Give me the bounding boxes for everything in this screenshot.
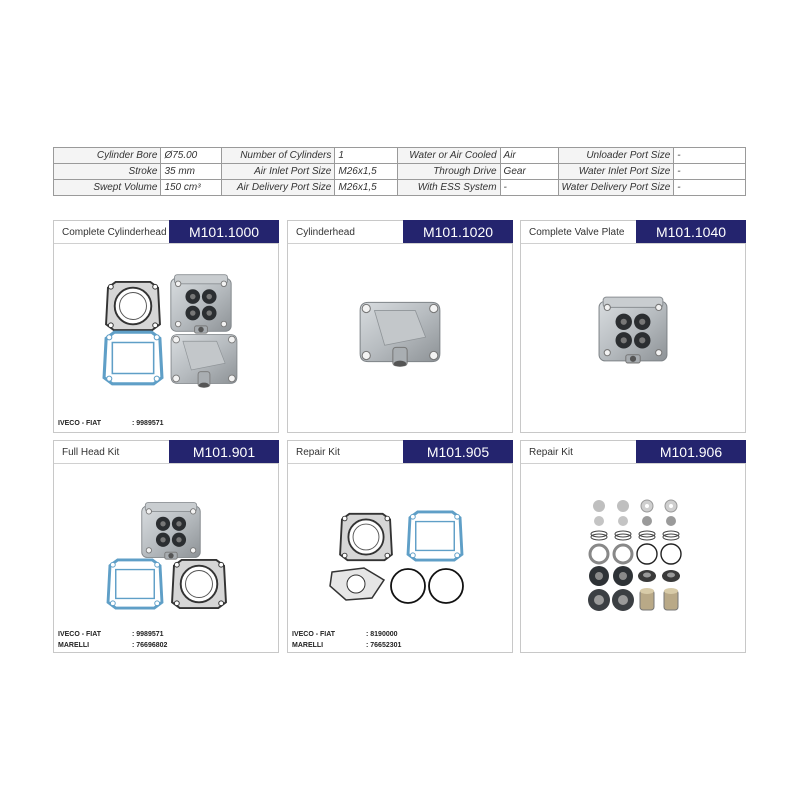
spec-value: Ø75.00 bbox=[161, 148, 222, 164]
product-image-complete-cylinderhead bbox=[54, 244, 278, 410]
spec-value: 1 bbox=[335, 148, 398, 164]
card-header bbox=[521, 221, 745, 244]
spec-value: 150 cm³ bbox=[161, 180, 222, 196]
product-title: Complete Valve Plate bbox=[529, 227, 625, 238]
spec-label: Through Drive bbox=[398, 164, 500, 180]
specification-table bbox=[53, 147, 746, 196]
product-code[interactable]: M101.1020 bbox=[403, 220, 513, 243]
product-card[interactable] bbox=[287, 440, 513, 653]
ref-brand: IVECO - FIAT bbox=[58, 631, 102, 638]
card-header bbox=[54, 221, 278, 244]
gasket-image bbox=[104, 332, 162, 384]
gasket-image bbox=[106, 282, 160, 330]
product-image-cylinderhead bbox=[288, 244, 512, 410]
card-header bbox=[288, 221, 512, 244]
gasket-image bbox=[108, 560, 162, 608]
spec-value: - bbox=[674, 164, 746, 180]
product-image-full-head-kit bbox=[54, 464, 278, 630]
valve-plate-image bbox=[171, 275, 231, 334]
product-card[interactable] bbox=[53, 440, 279, 653]
ref-number: : 9989571 bbox=[132, 631, 164, 638]
o-ring-image bbox=[429, 569, 463, 603]
product-code[interactable]: M101.906 bbox=[636, 440, 746, 463]
product-code[interactable]: M101.901 bbox=[169, 440, 279, 463]
spec-label: Air Inlet Port Size bbox=[222, 164, 335, 180]
spring-image bbox=[591, 531, 679, 540]
spec-label: With ESS System bbox=[398, 180, 500, 196]
spec-label: Water Inlet Port Size bbox=[558, 164, 674, 180]
product-image-repair-kit bbox=[288, 464, 512, 630]
spec-value: Air bbox=[500, 148, 558, 164]
valve-plate-image bbox=[142, 503, 200, 560]
product-card[interactable] bbox=[520, 220, 746, 433]
product-title: Cylinderhead bbox=[296, 227, 355, 238]
spec-label: Number of Cylinders bbox=[222, 148, 335, 164]
spec-label: Swept Volume bbox=[54, 180, 161, 196]
valve-insert-image bbox=[589, 566, 680, 586]
card-header bbox=[54, 441, 278, 464]
product-card[interactable] bbox=[53, 220, 279, 433]
spec-label: Cylinder Bore bbox=[54, 148, 161, 164]
spec-value: - bbox=[500, 180, 558, 196]
product-card[interactable] bbox=[520, 440, 746, 653]
spec-row bbox=[54, 164, 746, 180]
product-title: Complete Cylinderhead bbox=[62, 227, 167, 238]
card-header bbox=[288, 441, 512, 464]
product-code[interactable]: M101.1040 bbox=[636, 220, 746, 243]
spec-label: Water or Air Cooled bbox=[398, 148, 500, 164]
product-image-complete-valve-plate bbox=[521, 244, 745, 410]
spec-value: Gear bbox=[500, 164, 558, 180]
spec-label: Unloader Port Size bbox=[558, 148, 674, 164]
ref-brand: IVECO - FIAT bbox=[292, 631, 336, 638]
product-code[interactable]: M101.1000 bbox=[169, 220, 279, 243]
valve-disc-image bbox=[593, 500, 677, 526]
ref-brand: IVECO - FIAT bbox=[58, 420, 102, 427]
spec-value: - bbox=[674, 180, 746, 196]
ref-brand: MARELLI bbox=[58, 642, 90, 649]
product-title: Repair Kit bbox=[296, 447, 340, 458]
spec-value: M26x1,5 bbox=[335, 180, 398, 196]
product-card[interactable] bbox=[287, 220, 513, 433]
valve-plate-image bbox=[599, 297, 667, 363]
gasket-image bbox=[172, 560, 226, 608]
spec-row bbox=[54, 148, 746, 164]
gasket-image bbox=[408, 512, 462, 560]
gasket-image bbox=[340, 514, 392, 560]
product-title: Full Head Kit bbox=[62, 447, 120, 458]
product-image-repair-kit-parts bbox=[521, 464, 745, 630]
cylinderhead-image bbox=[360, 302, 440, 366]
cylinderhead-image bbox=[171, 335, 237, 388]
spec-label: Water Delivery Port Size bbox=[558, 180, 674, 196]
spec-label: Air Delivery Port Size bbox=[222, 180, 335, 196]
spec-row bbox=[54, 180, 746, 196]
product-code[interactable]: M101.905 bbox=[403, 440, 513, 463]
ref-brand: MARELLI bbox=[292, 642, 324, 649]
seal-ring-image bbox=[590, 544, 681, 564]
ref-number: : 8190000 bbox=[366, 631, 398, 638]
ref-number: : 9989571 bbox=[132, 420, 164, 427]
ref-number: : 76696802 bbox=[132, 642, 168, 649]
spec-value: M26x1,5 bbox=[335, 164, 398, 180]
ref-number: : 76652301 bbox=[366, 642, 402, 649]
spec-value: 35 mm bbox=[161, 164, 222, 180]
piston-image bbox=[588, 588, 678, 611]
card-header bbox=[521, 441, 745, 464]
small-gasket-image bbox=[330, 568, 384, 600]
product-title: Repair Kit bbox=[529, 447, 573, 458]
spec-value: - bbox=[674, 148, 746, 164]
spec-label: Stroke bbox=[54, 164, 161, 180]
o-ring-image bbox=[391, 569, 425, 603]
